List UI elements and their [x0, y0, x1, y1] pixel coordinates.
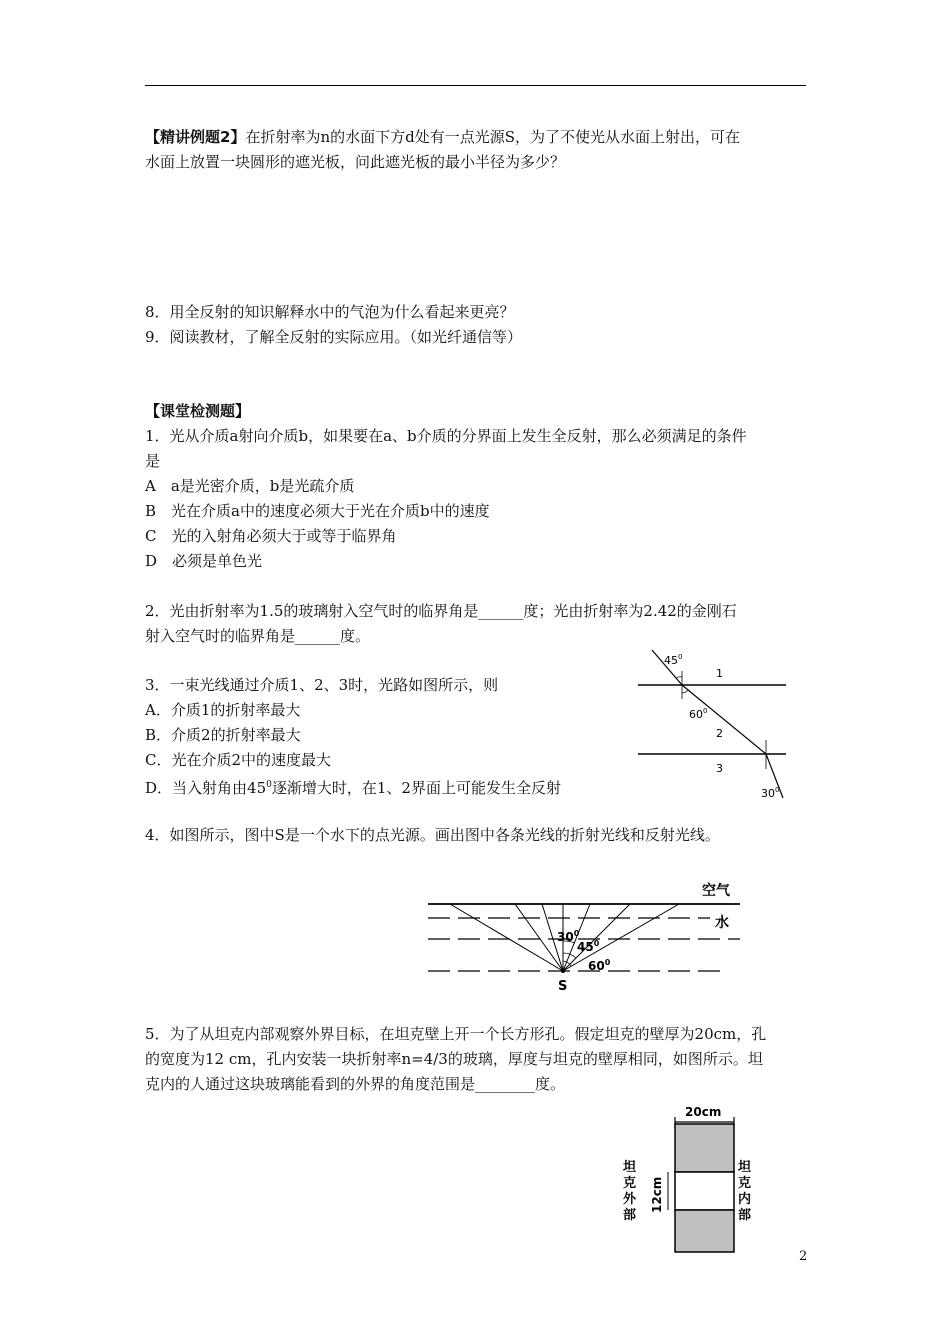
q5-width-label: 12cm	[650, 1176, 664, 1213]
q5-thickness-label: 20cm	[685, 1105, 722, 1119]
svg-text:克: 克	[738, 1176, 752, 1191]
item-8: 8．用全反射的知识解释水中的气泡为什么看起来更亮？	[145, 303, 515, 321]
example-2-line-2: 水面上放置一块圆形的遮光板，问此遮光板的最小半径为多少？	[145, 153, 566, 171]
q1-option-d: D 必须是单色光	[145, 552, 263, 570]
q3-option-a: A．介质1的折射率最大	[145, 701, 301, 719]
q2-stem-1: 2．光由折射率为1.5的玻璃射入空气时的临界角是______度；光由折射率为2.42的金刚石	[145, 602, 737, 620]
svg-text:坦: 坦	[738, 1160, 752, 1175]
q1-stem-1: 1．光从介质a射向介质b，如果要在a、b介质的分界面上发生全反射，那么必须满足的条件	[145, 427, 747, 445]
svg-text:克: 克	[623, 1176, 637, 1191]
q3-option-b: B．介质2的折射率最大	[145, 726, 301, 744]
q3-medium-2-label: 2	[716, 727, 723, 740]
q4-angle-45: $45^0$	[577, 939, 600, 954]
q3-stem: 3．一束光线通过介质1、2、3时，光路如图所示，则	[145, 676, 499, 694]
q4-angle-60: $60^0$	[588, 958, 611, 973]
q3-option-d	[145, 775, 561, 798]
q4-source-label: S	[558, 979, 568, 994]
q2-stem-2: 射入空气时的临界角是______度。	[145, 627, 371, 645]
q4-air-label: 空气	[702, 883, 730, 899]
q5-outside-label	[622, 1159, 637, 1223]
header-rule	[145, 85, 806, 86]
q1-option-c: C 光的入射角必须大于或等于临界角	[145, 527, 397, 545]
q3-option-d-sup: 0	[266, 780, 272, 790]
q4-figure	[420, 875, 750, 995]
svg-text:外: 外	[623, 1192, 637, 1207]
q3-medium-3-label: 3	[716, 762, 723, 775]
svg-text:部: 部	[623, 1208, 637, 1223]
q3-option-c: C．光在介质2中的速度最大	[145, 751, 332, 769]
example-2-tag: 【精讲例题2】	[145, 128, 246, 146]
q3-figure	[630, 645, 800, 805]
q5-stem-3: 克内的人通过这块玻璃能看到的外界的角度范围是________度。	[145, 1075, 566, 1093]
item-9: 9．阅读教材，了解全反射的实际应用。（如光纤通信等）	[145, 328, 523, 346]
svg-text:内: 内	[738, 1192, 752, 1207]
example-2-text-1: 在折射率为n的水面下方d处有一点光源S，为了不使光从水面上射出，可在	[245, 128, 740, 146]
q5-figure	[615, 1100, 765, 1255]
q3-arc-45	[676, 677, 682, 678]
q3-angle-30: $30^0$	[761, 786, 780, 800]
q3-arc-60	[682, 690, 688, 693]
q3-medium-1-label: 1	[716, 667, 723, 680]
q4-ray-2	[515, 904, 563, 971]
q1-option-a: A a是光密介质，b是光疏介质	[145, 477, 355, 495]
q3-angle-45: $45^0$	[664, 653, 683, 667]
q5-window-glass	[675, 1172, 734, 1210]
q5-wall-lower	[675, 1210, 734, 1252]
q4-stem: 4．如图所示，图中S是一个水下的点光源。画出图中各条光线的折射光线和反射光线。	[145, 826, 720, 844]
q4-angle-30: $30^0$	[557, 929, 580, 944]
q3-option-d-post: 逐渐增大时，在1、2界面上可能发生全反射	[271, 779, 561, 797]
q1-option-b: B 光在介质a中的速度必须大于光在介质b中的速度	[145, 502, 490, 520]
svg-text:坦: 坦	[623, 1160, 637, 1175]
q4-ray-1	[450, 904, 563, 971]
q5-inside-label	[737, 1159, 751, 1223]
q3-angle-60: $60^0$	[689, 707, 708, 721]
q4-source-point	[561, 969, 565, 973]
q5-stem-2: 的宽度为12 cm，孔内安装一块折射率n=4/3的玻璃，厚度与坦克的壁厚相同，如图所示。坦	[145, 1050, 763, 1068]
example-2-line-1	[145, 127, 740, 147]
q5-wall-upper	[675, 1124, 734, 1172]
q1-stem-2: 是	[145, 452, 161, 470]
svg-text:部: 部	[738, 1208, 752, 1223]
page-number: 2	[799, 1249, 808, 1264]
q5-stem-1: 5．为了从坦克内部观察外界目标，在坦克壁上开一个长方形孔。假定坦克的壁厚为20cm，孔	[145, 1025, 767, 1043]
q3-option-d-pre: D．当入射角由45	[145, 779, 267, 797]
check-heading: 【课堂检测题】	[145, 402, 251, 420]
q4-ray-60	[563, 904, 679, 971]
q4-water-label: 水	[715, 915, 729, 931]
